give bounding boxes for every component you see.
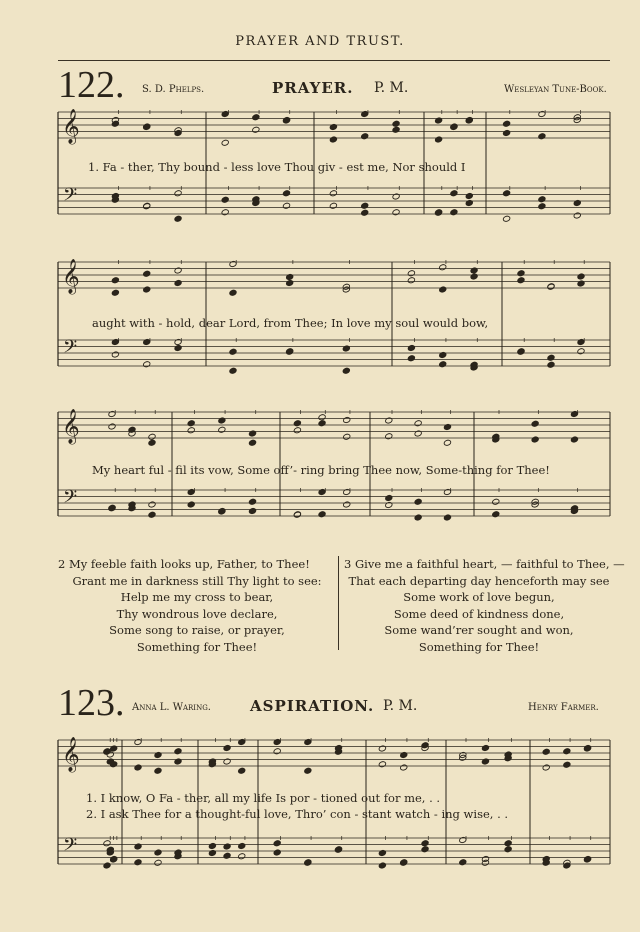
note-head (517, 270, 525, 277)
note-head (542, 748, 550, 755)
note-head (577, 273, 585, 280)
note-head (392, 126, 400, 133)
note-head (435, 209, 443, 216)
note-head (407, 344, 415, 351)
note-head (154, 859, 162, 866)
note-head (573, 212, 581, 219)
note-head (318, 420, 326, 427)
note-head (361, 202, 369, 209)
note-head (538, 110, 546, 117)
note-head (221, 139, 229, 146)
note-head (450, 190, 458, 197)
stanza-2 (58, 556, 336, 655)
note-head (223, 852, 231, 859)
note-head (218, 426, 226, 433)
note-head (343, 501, 351, 508)
note-head (221, 196, 229, 203)
lyric-line-1: 1. I know, O Fa - ther, all my life Is por - tioned out for me, . . (86, 791, 441, 805)
note-head (504, 840, 512, 847)
note-head (385, 433, 393, 440)
note-head (248, 507, 256, 514)
note-head (293, 420, 301, 427)
stanza-divider (338, 556, 339, 650)
note-head (563, 862, 571, 869)
tune-source: Henry Farmer. (528, 702, 599, 713)
note-head (492, 511, 500, 518)
note-head (103, 862, 111, 869)
note-head (577, 338, 585, 345)
note-head (148, 501, 156, 508)
note-head (221, 110, 229, 117)
hymn-meter: P. M. (374, 80, 409, 96)
note-head (248, 430, 256, 437)
tune-source: Wesleyan Tune-Book. (504, 84, 607, 95)
note-head (392, 193, 400, 200)
note-head (318, 488, 326, 495)
note-head (108, 410, 116, 417)
note-head (470, 273, 478, 280)
note-head (229, 260, 237, 267)
note-head (174, 129, 182, 136)
note-head (470, 267, 478, 274)
note-head (174, 748, 182, 755)
note-head (414, 498, 422, 505)
note-head (459, 859, 467, 866)
note-head (304, 859, 312, 866)
note-head (414, 430, 422, 437)
note-head (286, 279, 294, 286)
note-head (435, 117, 443, 124)
note-head (414, 514, 422, 521)
hymn-title: ASPIRATION. (250, 697, 375, 715)
note-head (531, 420, 539, 427)
note-head (538, 133, 546, 140)
treble-clef-icon: 𝄞 (62, 109, 80, 144)
note-head (223, 758, 231, 765)
stanza-2-line: Some song to raise, or prayer, (109, 623, 285, 637)
note-head (407, 355, 415, 362)
note-head (392, 120, 400, 127)
note-head (421, 840, 429, 847)
bass-clef-icon: 𝄢 (63, 487, 78, 512)
note-head (238, 842, 246, 849)
note-head (208, 849, 216, 856)
note-head (439, 264, 447, 271)
note-head (504, 846, 512, 853)
note-head (503, 215, 511, 222)
note-head (465, 192, 473, 199)
note-head (531, 436, 539, 443)
note-head (385, 501, 393, 508)
stanza-2-line: 2 My feeble faith looks up, Father, to Thee! (58, 557, 310, 571)
note-head (421, 846, 429, 853)
note-head (385, 494, 393, 501)
bass-clef-icon: 𝄢 (63, 835, 78, 860)
bass-clef-icon: 𝄢 (63, 185, 78, 210)
note-head (252, 114, 260, 121)
note-head (443, 514, 451, 521)
hymn-number: 122. (58, 64, 125, 106)
note-head (450, 123, 458, 130)
note-head (573, 199, 581, 206)
note-head (174, 344, 182, 351)
note-head (570, 436, 578, 443)
note-head (174, 338, 182, 345)
hymn-number: 123. (58, 682, 125, 724)
stanza-3-line: Some deed of kindness done, (393, 606, 565, 621)
note-head (329, 202, 337, 209)
note-head (329, 123, 337, 130)
note-head (154, 767, 162, 774)
note-head (174, 267, 182, 274)
note-head (111, 338, 119, 345)
hymn-author: Anna L. Waring. (132, 702, 211, 713)
note-head (134, 859, 142, 866)
note-head (134, 764, 142, 771)
treble-clef-icon: 𝄞 (62, 259, 80, 294)
note-head (577, 280, 585, 287)
hymn-meter: P. M. (383, 698, 418, 714)
note-head (134, 843, 142, 850)
hymn-title: PRAYER. (272, 79, 354, 97)
note-head (111, 351, 119, 358)
lyric-line-1: 1. Fa - ther, Thy bound - less love Thou giv - est me, Nor should I (88, 160, 466, 174)
note-head (481, 744, 489, 751)
note-head (148, 433, 156, 440)
note-head (439, 286, 447, 293)
note-head (293, 427, 301, 434)
note-head (570, 410, 578, 417)
note-head (378, 761, 386, 768)
note-head (517, 348, 525, 355)
note-head (238, 853, 246, 860)
note-head (111, 277, 119, 284)
note-head (435, 136, 443, 143)
stanza-3-line: 3 Give me a faithful heart, — faithful to Thee, — (344, 557, 625, 571)
note-head (229, 289, 237, 296)
bass-clef-icon: 𝄢 (63, 337, 78, 362)
lyric-line-2: aught with - hold, dear Lord, from Thee; In love my soul would bow, (92, 316, 489, 330)
note-head (273, 738, 281, 745)
stanza-3-line: That each departing day henceforth may see (348, 573, 610, 588)
note-head (134, 738, 142, 745)
note-head (378, 849, 386, 856)
note-head (187, 501, 195, 508)
note-head (174, 190, 182, 197)
note-head (282, 190, 290, 197)
note-head (443, 488, 451, 495)
note-head (238, 738, 246, 745)
note-head (361, 209, 369, 216)
note-head (407, 277, 415, 284)
note-head (439, 351, 447, 358)
note-head (443, 439, 451, 446)
note-head (229, 348, 237, 355)
note-head (286, 273, 294, 280)
stanza-3 (344, 556, 625, 655)
note-head (400, 764, 408, 771)
note-head (273, 840, 281, 847)
stanza-3-line: Some work of love begun, (403, 590, 555, 604)
note-head (223, 744, 231, 751)
note-head (187, 488, 195, 495)
note-head (111, 289, 119, 296)
note-head (361, 110, 369, 117)
note-head (282, 202, 290, 209)
note-head (459, 836, 467, 843)
stanza-2-line: Thy wondrous love declare, (116, 606, 278, 621)
note-head (154, 751, 162, 758)
note-head (378, 862, 386, 869)
lyric-line-3: My heart ful - fil its vow, Some off’- ring bring Thee now, Some-thing for Thee! (92, 463, 550, 477)
note-head (343, 488, 351, 495)
note-head (465, 199, 473, 206)
note-head (538, 203, 546, 210)
note-head (304, 767, 312, 774)
running-title: PRAYER AND TRUST. (235, 34, 405, 49)
note-head (407, 270, 415, 277)
note-head (361, 133, 369, 140)
note-head (218, 507, 226, 514)
note-head (577, 348, 585, 355)
stanza-3-line: Some wand’rer sought and won, (384, 623, 574, 637)
note-head (143, 286, 151, 293)
note-head (248, 498, 256, 505)
note-head (563, 748, 571, 755)
stanza-2-line: Something for Thee! (136, 639, 258, 654)
note-head (174, 279, 182, 286)
note-head (252, 126, 260, 133)
note-head (329, 136, 337, 143)
stanza-3-line: Something for Thee! (418, 639, 540, 654)
note-head (517, 277, 525, 284)
note-head (342, 345, 350, 352)
note-head (538, 196, 546, 203)
note-head (547, 361, 555, 368)
note-head (187, 420, 195, 427)
note-head (223, 843, 231, 850)
note-head (318, 511, 326, 518)
note-head (547, 354, 555, 361)
note-head (174, 215, 182, 222)
note-head (110, 745, 118, 752)
note-head (503, 190, 511, 197)
note-head (414, 420, 422, 427)
note-head (273, 748, 281, 755)
note-head (400, 859, 408, 866)
note-head (229, 367, 237, 374)
stanza-2-line: Help me my cross to bear, (120, 590, 274, 604)
note-head (143, 361, 151, 368)
note-head (143, 338, 151, 345)
note-head (108, 423, 116, 430)
note-head (187, 427, 195, 434)
note-head (108, 504, 116, 511)
note-head (342, 367, 350, 374)
note-head (286, 348, 294, 355)
note-head (208, 842, 216, 849)
note-head (343, 433, 351, 440)
note-head (143, 270, 151, 277)
note-head (503, 120, 511, 127)
note-head (563, 761, 571, 768)
stanza-2-line: Grant me in darkness still Thy light to see: (72, 573, 322, 588)
note-head (148, 511, 156, 518)
lyric-line-2: 2. I ask Thee for a thought-ful love, Thro’ con - stant watch - ing wise, . . (86, 807, 509, 821)
note-head (238, 767, 246, 774)
note-head (439, 361, 447, 368)
note-head (103, 840, 111, 847)
note-head (583, 744, 591, 751)
note-head (503, 129, 511, 136)
note-head (492, 498, 500, 505)
note-head (248, 439, 256, 446)
note-head (542, 764, 550, 771)
treble-clef-icon: 𝄞 (62, 409, 80, 444)
note-head (221, 209, 229, 216)
note-head (154, 849, 162, 856)
note-head (385, 417, 393, 424)
note-head (318, 414, 326, 421)
note-head (304, 738, 312, 745)
note-head (143, 123, 151, 130)
note-head (174, 758, 182, 765)
note-head (400, 751, 408, 758)
note-head (392, 209, 400, 216)
note-head (148, 439, 156, 446)
note-head (443, 423, 451, 430)
note-head (481, 758, 489, 765)
treble-clef-icon: 𝄞 (62, 737, 80, 772)
hymn-author: S. D. Phelps. (142, 84, 205, 95)
note-head (343, 416, 351, 423)
note-head (273, 849, 281, 856)
note-head (450, 209, 458, 216)
note-head (282, 116, 290, 123)
note-head (465, 116, 473, 123)
note-head (329, 190, 337, 197)
note-head (378, 745, 386, 752)
note-head (218, 417, 226, 424)
